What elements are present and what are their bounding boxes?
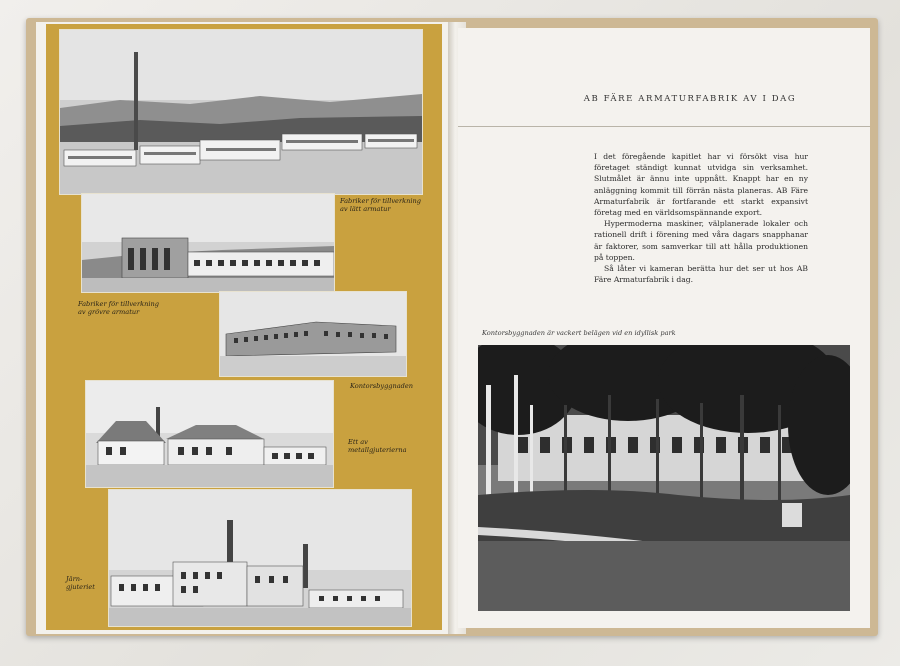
plate-foundry xyxy=(85,380,334,488)
caption-office: Kontorsbyggnaden xyxy=(350,382,414,390)
photo-caption: Kontorsbyggnaden är vackert belägen vid en idyllisk park xyxy=(482,329,676,337)
body-text xyxy=(594,151,808,285)
plate-heavy-armature-factory xyxy=(219,291,407,377)
paragraph-3: Så låter vi kameran berätta hur det ser ut hos AB Färe Armaturfabrik i dag. xyxy=(594,264,808,285)
header-rule xyxy=(458,126,870,127)
caption-light-armature: Fabriker för tillverkning av lätt armatur xyxy=(340,197,421,214)
plate-light-armature-factory xyxy=(81,193,335,293)
page-header: AB FÄRE ARMATURFABRIK AV I DAG xyxy=(583,94,797,104)
paragraph-1: I det föregående kapitlet har vi försökt visa hur företaget ständigt kunnat utvidga sin verksamhet. Slutmålet är ännu inte uppnått. Knappt har en ny anläggning kommit till förrän nästa planeras. AB Färe Armaturfabrik är fortfarande ett starkt expansivt företag med en världsomspännande export. xyxy=(594,152,808,218)
caption-heavy-armature: Fabriker för tillverkning av grövre armatur xyxy=(78,300,159,317)
plate-factory-aerial xyxy=(59,29,423,195)
caption-foundry: Ett av metallgjuterierna xyxy=(348,438,407,455)
office-park-photo xyxy=(478,345,850,611)
paragraph-2: Hypermoderna maskiner, välplanerade lokaler och rationell drift i förening med våra dagars snapphanar är faktorer, som samverkar till att hålla produktionen på toppen. xyxy=(594,219,808,262)
caption-iron-foundry: Järn-gjuteriet xyxy=(66,575,95,592)
plate-iron-foundry xyxy=(108,489,412,627)
